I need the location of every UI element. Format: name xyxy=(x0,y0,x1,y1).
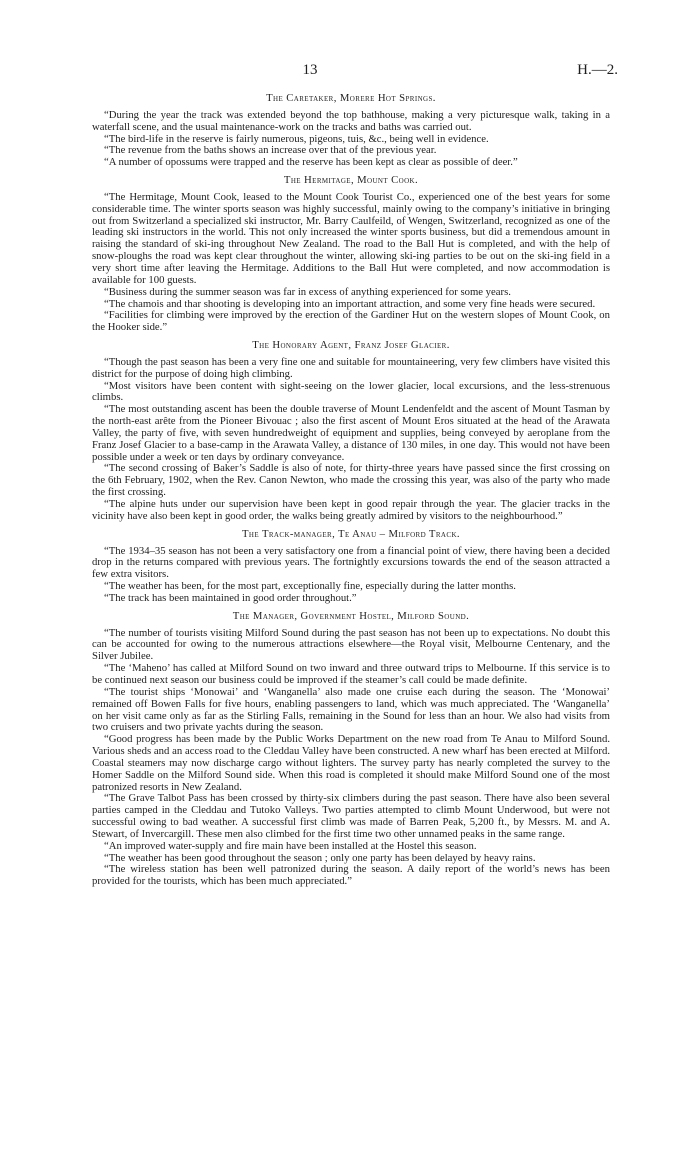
page-number: 13 xyxy=(302,62,318,78)
paragraph: “The chamois and thar shooting is developing into an important attraction, and some very fine heads were secured. xyxy=(104,297,596,310)
section-heading: The Caretaker, Morere Hot Springs. xyxy=(266,92,436,104)
report-code: H.—2. xyxy=(577,62,618,78)
section-heading: The Manager, Government Hostel, Milford Sound. xyxy=(232,609,470,622)
paragraph: “The second crossing of Baker’s Saddle is also of note, for thirty-three years have passed since the first crossing on the 6th February, 1902, when the Rev. Canon Newton, who made the crossing this year, was also of the party who made the first crossing. xyxy=(92,462,610,499)
document-body xyxy=(92,93,610,888)
paragraph: “The Hermitage, Mount Cook, leased to the Mount Cook Tourist Co., experienced one of the best years for some considerable time. The winter sports season was highly successful, mainly owing to the company’s initiative in bringing out from Switzerland a specialized ski instructor, Mr. Barry Caulfeild, of Wengen, Switzerland, recognized as one of the leading ski instructors in the world. This not only increased the winter sports business, but did a tremendous amount in raising the standard of ski-ing throughout New Zealand. The road to the Ball Hut is completed, and with the help of snow-ploughs the road was kept clear throughout the winter, allowing ski-ing parties to be out on the ski-ing field in a very short time after leaving the Hermitage. Additions to the Ball Hut were completed, and now accommodation is available for 100 guests. xyxy=(92,190,610,286)
paragraph: “The 1934–35 season has not been a very satisfactory one from a financial point of view, there having been a decided drop in the returns compared with previous years. The fortnightly excursions towards the end of the season attracted a few extra visitors. xyxy=(92,544,610,581)
paragraph: “The bird-life in the reserve is fairly numerous, pigeons, tuis, &c., being well in evidence. xyxy=(104,132,489,145)
paragraph: “Business during the summer season was far in excess of anything experienced for some years. xyxy=(104,285,511,298)
paragraph: “The weather has been good throughout the season ; only one party has been delayed by heavy rains. xyxy=(104,851,536,864)
paragraph: “A number of opossums were trapped and the reserve has been kept as clear as possible of deer.” xyxy=(104,156,518,169)
section-heading: The Hermitage, Mount Cook. xyxy=(283,174,419,187)
paragraph: “The alpine huts under our supervision have been kept in good repair through the year. The glacier tracks in the vicinity have also been kept in good order, the walks being greatly admired by visitors to the neighbourhood.” xyxy=(92,498,610,522)
paragraph: “The Grave Talbot Pass has been crossed by thirty-six climbers during the past season. There have also been several parties camped in the Cleddau and Tutoko Valleys. Two parties attempted to climb Mount Underwood, but were not successful owing to bad weather. A successful first climb was made of Barren Peak, 5,200 ft., by Messrs. M. and A. Stewart, of Invercargill. These men also climbed for the first time two other unnamed peaks in the same range. xyxy=(92,792,610,840)
section-heading: The Honorary Agent, Franz Josef Glacier. xyxy=(252,339,450,352)
paragraph: “Though the past season has been a very fine one and suitable for mountaineering, very few climbers have visited this district for the purpose of doing high climbing. xyxy=(92,355,610,380)
paragraph: “The track has been maintained in good order throughout.” xyxy=(104,591,357,604)
paragraph: “Good progress has been made by the Public Works Department on the new road from Te Anau to Milford Sound. Various sheds and an access road to the Cleddau Valley have been constructed. A new wharf has been erected at Milford. Coastal steamers may now discharge cargo without lighters. The survey party has nearly completed the survey to the Homer Saddle on the Milford Sound side. When this road is completed it should make Milford Sound one of the most patronized resorts in New Zealand. xyxy=(92,733,610,793)
paragraph: “The number of tourists visiting Milford Sound during the past season has not been up to expectations. No doubt this can be accounted for owing to the numerous attractions elsewhere—the Royal visit, Melbourne Centenary, and the Silver Jubilee. xyxy=(92,626,610,663)
paragraph: “Facilities for climbing were improved by the erection of the Gardiner Hut on the western slopes of Mount Cook, on the Hooker side.” xyxy=(92,309,610,334)
paragraph: “The weather has been, for the most part, exceptionally fine, especially during the latter months. xyxy=(104,580,516,593)
paragraph: “Most visitors have been content with sight-seeing on the lower glacier, local excursions, and the less-strenuous climbs. xyxy=(92,379,610,404)
paragraph: “The wireless station has been well patronized during the season. A daily report of the world’s news has been provided for the tourists, which has been much appreciated.” xyxy=(92,863,610,888)
paragraph: “During the year the track was extended beyond the top bathhouse, making a very picturesque walk, taking in a waterfall scene, and the usual maintenance-work on the tracks and baths was carried out. xyxy=(92,108,610,133)
paragraph: “The revenue from the baths shows an increase over that of the previous year. xyxy=(104,144,437,157)
section-heading: The Track-manager, Te Anau – Milford Track. xyxy=(242,527,460,540)
paragraph: “The ‘Maheno’ has called at Milford Sound on two inward and three outward trips to Melbourne. If this service is to be continued next season our business could be improved if the steamer’s call could be made definite. xyxy=(92,662,610,686)
paragraph: “The most outstanding ascent has been the double traverse of Mount Lendenfeldt and the ascent of Mount Tasman by the north-east arête from the Pioneer Bivouac ; also the first ascent of Mount Eros situated at the head of the Arawata Valley, the party of five, with seven hundredweight of equipment and supplies, being conveyed by aeroplane from the Franz Josef Glacier to a base-camp in the Arawata Valley, a distance of 130 miles, in one day. This would not have been possible under a week or ten days by ordinary conveyance. xyxy=(92,403,610,463)
paragraph: “The tourist ships ‘Monowai’ and ‘Wanganella’ also made one cruise each during the season. The ‘Monowai’ remained off Bowen Falls for five hours, enabling passengers to land, which was much appreciated. The ‘Wanganella’ on her visit came only as far as the Stirling Falls, remaining in the Sound for less than an hour. We also had visits from two cruisers and two private yachts during the season. xyxy=(92,685,610,734)
paragraph: “An improved water-supply and fire main have been installed at the Hostel this season. xyxy=(104,839,477,852)
